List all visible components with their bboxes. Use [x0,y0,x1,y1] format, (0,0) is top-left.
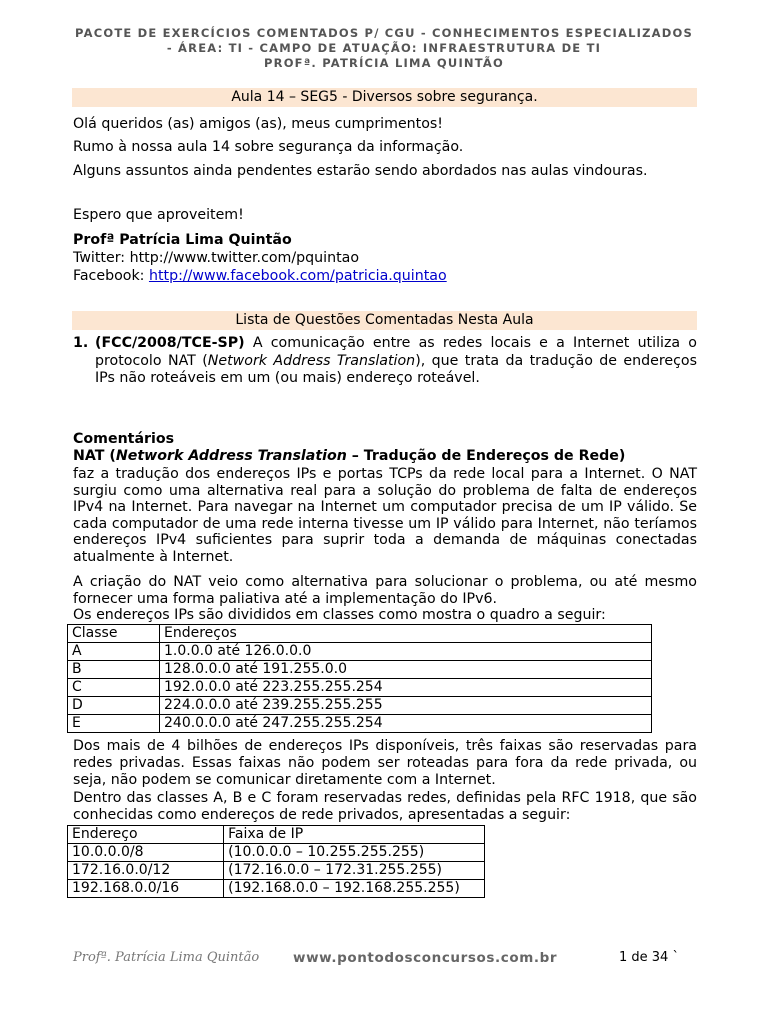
table-cell: 192.0.0.0 até 223.255.255.254 [160,679,652,697]
table-header-cell: Endereço [68,826,224,844]
author-facebook [73,268,447,286]
table-cell: 172.16.0.0/12 [68,862,224,880]
table-cell: (192.168.0.0 – 192.168.255.255) [224,880,485,898]
comments-paragraph-5: Dentro das classes A, B e C foram reservadas redes, definidas pela RFC 1918, que são conhecidas como endereços de rede privados, apresentadas a seguir: [73,790,697,824]
table-header-cell: Classe [68,625,160,643]
table-row [68,643,652,661]
footer-page-number: 1 de 34 ` [619,950,679,965]
intro-line-3: Alguns assuntos ainda pendentes estarão sendo abordados nas aulas vindouras. [73,163,648,179]
table-cell: (172.16.0.0 – 172.31.255.255) [224,862,485,880]
table-row [68,862,485,880]
comments-heading: Comentários [73,431,175,447]
table-row [68,715,652,733]
question-1 [73,335,697,388]
table-row [68,697,652,715]
facebook-label: Facebook: [73,268,149,284]
table-cell: (10.0.0.0 – 10.255.255.255) [224,844,485,862]
header-line-1: PACOTE DE EXERCÍCIOS COMENTADOS P/ CGU - CONHECIMENTOS ESPECIALIZADOS [75,26,693,40]
intro-line-2: Rumo à nossa aula 14 sobre segurança da informação. [73,139,464,155]
table-cell: 224.0.0.0 até 239.255.255.255 [160,697,652,715]
private-network-table [67,825,485,898]
header-line-2: - ÁREA: TI - CAMPO DE ATUAÇÃO: INFRAESTRUTURA DE TI [166,41,602,55]
ip-class-table [67,624,652,733]
header-line-3: PROFª. PATRÍCIA LIMA QUINTÃO [264,56,504,70]
table-header-cell: Faixa de IP [224,826,485,844]
intro-line-4: Espero que aproveitem! [73,207,244,223]
table-cell: C [68,679,160,697]
table-row [68,661,652,679]
comments-paragraph-4: Dos mais de 4 bilhões de endereços IPs disponíveis, três faixas são reservadas para redes privadas. Essas faixas não podem ser roteadas para fora da rede privada, ou seja, não podem se comunicar diretamente com a Internet. [73,738,697,789]
intro-greeting: Olá queridos (as) amigos (as), meus cumprimentos! [73,116,443,132]
author-twitter: Twitter: http://www.twitter.com/pquintao [73,250,360,266]
footer-site[interactable]: www.pontodosconcursos.com.br [293,950,558,966]
table-header-row [68,826,485,844]
comments-paragraph-1: faz a tradução dos endereços IPs e portas TCPs da rede local para a Internet. O NAT surgiu como uma alternativa real para a solução do problema de falta de endereços IPv4 na Internet. Para navegar na Internet um computador precisa de um IP válido. Se cada computador de uma rede interna tivesse um IP válido para Internet, não teríamos endereços IPv4 suficientes para suprir toda a demanda de máquinas conectadas atualmente à Internet. [73,466,697,565]
table-cell: A [68,643,160,661]
question-source: (FCC/2008/TCE-SP) [95,335,245,351]
list-title: Lista de Questões Comentadas Nesta Aula [72,311,697,330]
table-row [68,880,485,898]
question-text: (FCC/2008/TCE-SP) A comunicação entre as redes locais e a Internet utiliza o protocolo NAT (Network Address Translation), que trata da tradução de endereços IPs não roteáveis em um (ou mais) endereço roteável. [95,335,697,386]
table-cell: D [68,697,160,715]
table-row [68,679,652,697]
table-cell: 1.0.0.0 até 126.0.0.0 [160,643,652,661]
footer-author: Profª. Patrícia Lima Quintão [73,950,260,965]
table-cell: 10.0.0.0/8 [68,844,224,862]
facebook-link[interactable]: http://www.facebook.com/patricia.quintao [148,268,447,284]
table-header-row [68,625,652,643]
author-name: Profª Patrícia Lima Quintão [73,232,292,248]
table-header-cell: Endereços [160,625,652,643]
lesson-title: Aula 14 – SEG5 - Diversos sobre segurança. [72,88,697,107]
table-cell: 192.168.0.0/16 [68,880,224,898]
nat-heading: NAT (Network Address Translation – Tradução de Endereços de Rede) [73,448,626,464]
table-cell: B [68,661,160,679]
table-cell: E [68,715,160,733]
comments-paragraph-3: Os endereços IPs são divididos em classes como mostra o quadro a seguir: [73,607,606,623]
table-cell: 128.0.0.0 até 191.255.0.0 [160,661,652,679]
table-cell: 240.0.0.0 até 247.255.255.254 [160,715,652,733]
comments-paragraph-2: A criação do NAT veio como alternativa para solucionar o problema, ou até mesmo fornecer uma forma paliativa até a implementação do IPv6. [73,574,697,607]
table-row [68,844,485,862]
question-number: 1. [73,335,89,351]
